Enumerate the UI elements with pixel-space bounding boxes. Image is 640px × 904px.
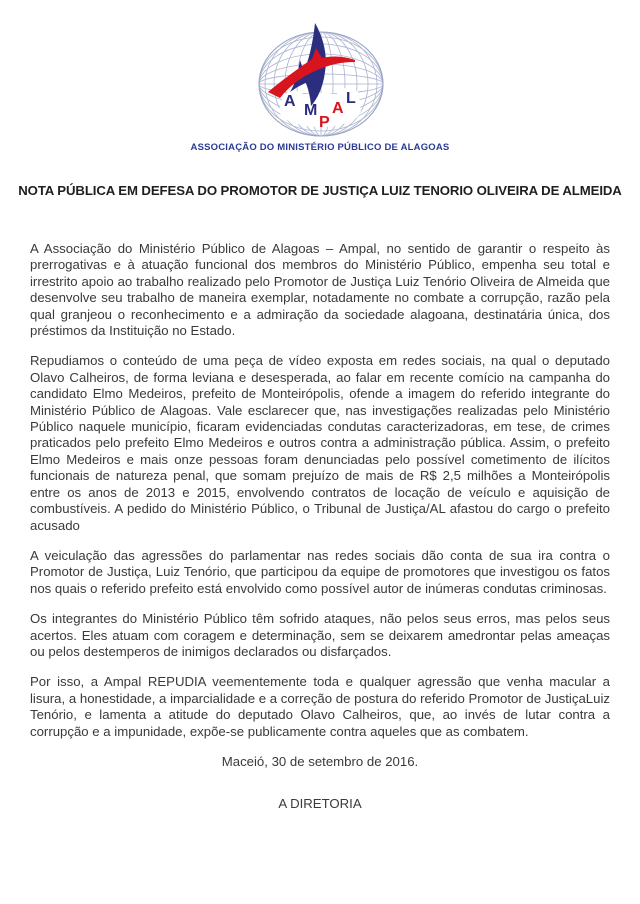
logo-letter-l: L [346, 90, 356, 107]
paragraph-4: Os integrantes do Ministério Público têm sofrido ataques, não pelos seus erros, mas pelos seus acertos. Eles atuam com coragem e determinação, sem se deixarem amedrontar pelas ameaças ou pelos destemperos de inimigos declarados ou disfarçados. [30, 611, 610, 659]
page-title: NOTA PÚBLICA EM DEFESA DO PROMOTOR DE JUSTIÇA LUIZ TENORIO OLIVEIRA DE ALMEIDA [18, 183, 622, 198]
logo-block [0, 15, 640, 153]
ampal-logo [250, 15, 390, 142]
paragraph-5: Por isso, a Ampal REPUDIA veementemente toda e qualquer agressão que venha macular a lisura, a honestidade, a imparcialidade e a correção de postura do referido Promotor de JustiçaLuiz Tenório, e lamenta a atitude do deputado Olavo Calheiros, que, ao invés de lutar contra a corrupção e a impunidade, expõe-se publicamente contra aqueles que as combatem. [30, 674, 610, 739]
document-body [30, 241, 610, 813]
org-name: ASSOCIAÇÃO DO MINISTÉRIO PÚBLICO DE ALAGOAS [190, 142, 450, 153]
logo-letter-a2: A [332, 100, 344, 117]
logo-letter-a1: A [284, 93, 296, 110]
logo-letter-m: M [304, 102, 318, 119]
date-line: Maceió, 30 de setembro de 2016. [221, 753, 419, 769]
logo-letter-p: P [319, 114, 330, 131]
paragraph-3: A veiculação das agressões do parlamentar nas redes sociais dão conta de sua ira contra o Promotor de Justiça, Luiz Tenório, que participou da equipe de promotores que investigou os fatos nos quais o referido prefeito está envolvido como possível autor de inúmeras condutas criminosas. [30, 547, 610, 596]
signature: A DIRETORIA [278, 796, 362, 812]
paragraph-2: Repudiamos o conteúdo de uma peça de vídeo exposta em redes sociais, na qual o deputado Olavo Calheiros, de forma leviana e desesperada, ao falar em recente comício na campanha do candidato Elmo Medeiros, prefeito de Monteirópolis, ofende a imagem do referido integrante do Ministério Público de Alagoas. Vale esclarecer que, nas investigações realizadas pelo Ministério Público naquele município, ficaram evidenciadas condutas caracterizadoras, em tese, de crimes praticados pelo prefeito Elmo Medeiros e outros contra a administração pública. Assim, o prefeito Elmo Medeiros e mais onze pessoas foram denunciadas pelo possível cometimento de ilícitos funcionais de natureza penal, que somam prejuízo de mais de R$ 2,5 milhões a Monteirópolis entre os anos de 2013 e 2015, envolvendo contratos de locação de veículo e aquisição de combustíveis. A pedido do Ministério Público, o Tribunal de Justiça/AL afastou do cargo o prefeito acusado [30, 353, 610, 533]
paragraph-1: A Associação do Ministério Público de Alagoas – Ampal, no sentido de garantir o respeito às prerrogativas e à atuação funcional dos membros do Ministério Público, empenha seu total e irrestrito apoio ao trabalho realizado pelo Promotor de Justiça Luiz Tenório Oliveira de Almeida que desenvolve seu trabalho de maneira exemplar, notadamente no combate a corrupção, razão pela qual granjeou o reconhecimento e a admiração da sociedade alagoana, destinatária única, dos préstimos da Instituição no Estado. [30, 241, 610, 339]
